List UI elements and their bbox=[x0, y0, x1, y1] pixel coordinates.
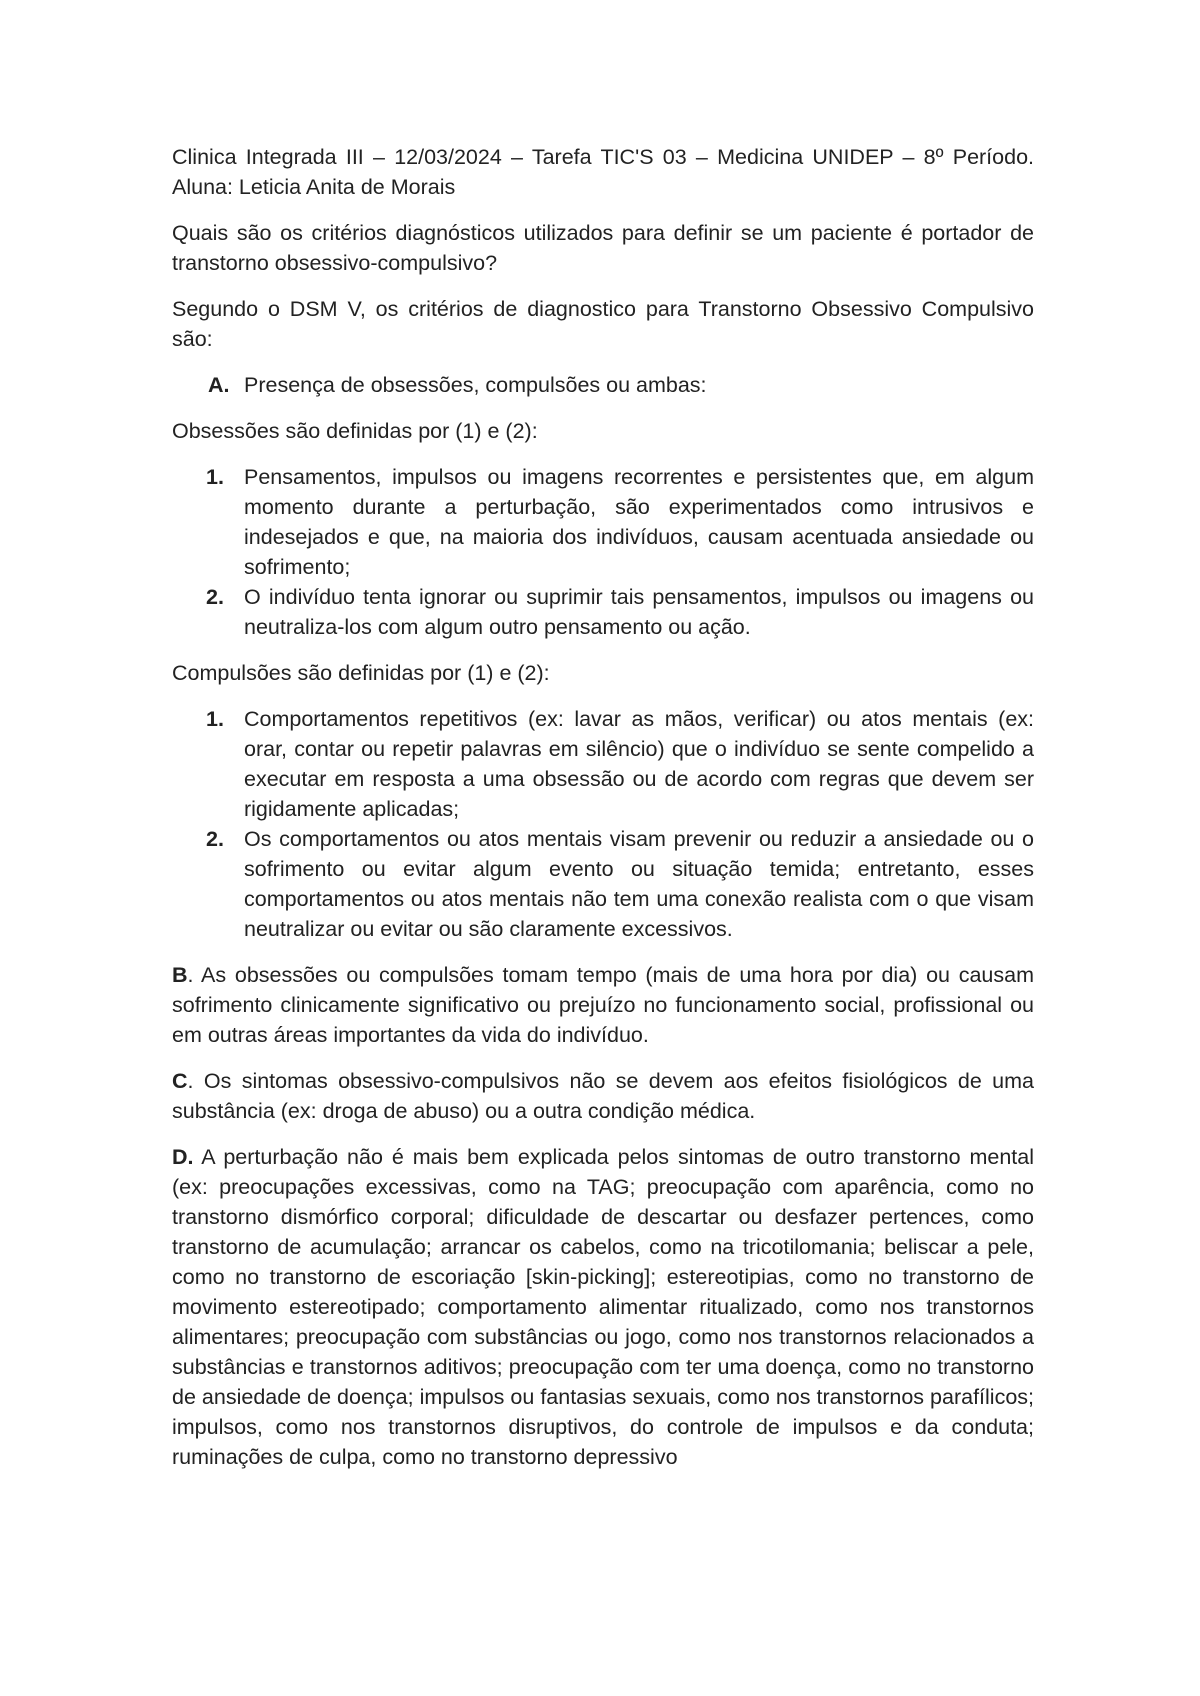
criterion-c-marker: C bbox=[172, 1069, 188, 1093]
intro-text: Segundo o DSM V, os critérios de diagnostico para Transtorno Obsessivo Compulsivo são: bbox=[172, 297, 1034, 351]
list-item-text: Comportamentos repetitivos (ex: lavar as mãos, verificar) ou atos mentais (ex: orar, contar ou repetir palavras em silêncio) que o indivíduo se sente compelido a executar em resposta a uma obsessão ou de acordo com regras que devem ser rigidamente aplicadas; bbox=[244, 707, 1034, 821]
list-item bbox=[172, 462, 1034, 582]
list-item-text: Os comportamentos ou atos mentais visam prevenir ou reduzir a ansiedade ou o sofrimento ou evitar algum evento ou situação temida; entretanto, esses comportamentos ou atos mentais não tem uma conexão realista com o que visam neutralizar ou evitar ou são claramente excessivos. bbox=[244, 827, 1034, 941]
obsessions-list bbox=[172, 462, 1034, 642]
criterion-a bbox=[172, 370, 1034, 400]
document-page bbox=[172, 142, 1034, 1488]
criterion-c bbox=[172, 1066, 1034, 1126]
list-item bbox=[172, 704, 1034, 824]
obsessions-heading: Obsessões são definidas por (1) e (2): bbox=[172, 419, 538, 443]
criterion-c-text: . Os sintomas obsessivo-compulsivos não se devem aos efeitos fisiológicos de uma substância (ex: droga de abuso) ou a outra condição médica. bbox=[172, 1069, 1034, 1123]
list-item-marker: 2. bbox=[206, 827, 224, 851]
criterion-b-text: . As obsessões ou compulsões tomam tempo (mais de uma hora por dia) ou causam sofrimento clinicamente significativo ou prejuízo no funcionamento social, profissional ou em outras áreas importantes da vida do indivíduo. bbox=[172, 963, 1034, 1047]
criterion-b bbox=[172, 960, 1034, 1050]
criterion-b-marker: B bbox=[172, 963, 188, 987]
criterion-d-marker: D. bbox=[172, 1145, 194, 1169]
document-header: Clinica Integrada III – 12/03/2024 – Tarefa TIC'S 03 – Medicina UNIDEP – 8º Período. Aluna: Leticia Anita de Morais bbox=[172, 145, 1034, 199]
compulsions-list bbox=[172, 704, 1034, 944]
question-text: Quais são os critérios diagnósticos utilizados para definir se um paciente é portador de transtorno obsessivo-compulsivo? bbox=[172, 221, 1034, 275]
compulsions-heading: Compulsões são definidas por (1) e (2): bbox=[172, 661, 550, 685]
list-item-marker: 2. bbox=[206, 585, 224, 609]
list-item-marker: 1. bbox=[206, 707, 224, 731]
criterion-d bbox=[172, 1142, 1034, 1472]
list-item-marker: 1. bbox=[206, 465, 224, 489]
list-item-text: Pensamentos, impulsos ou imagens recorrentes e persistentes que, em algum momento durante a perturbação, são experimentados como intrusivos e indesejados e que, na maioria dos indivíduos, causam acentuada ansiedade ou sofrimento; bbox=[244, 465, 1034, 579]
list-item-text: O indivíduo tenta ignorar ou suprimir tais pensamentos, impulsos ou imagens ou neutraliza-los com algum outro pensamento ou ação. bbox=[244, 585, 1034, 639]
list-item bbox=[172, 582, 1034, 642]
list-item bbox=[172, 824, 1034, 944]
criterion-a-text: Presença de obsessões, compulsões ou ambas: bbox=[244, 373, 707, 397]
criterion-a-marker: A. bbox=[208, 373, 230, 397]
criterion-a-list bbox=[172, 370, 1034, 400]
criterion-d-text: A perturbação não é mais bem explicada pelos sintomas de outro transtorno mental (ex: preocupações excessivas, como na TAG; preocupação com aparência, como no transtorno dismórfico corporal; dificuldade de descartar ou desfazer pertences, como transtorno de acumulação; arrancar os cabelos, como na tricotilomania; beliscar a pele, como no transtorno de escoriação [skin-picking]; estereotipias, como no transtorno de movimento estereotipado; comportamento alimentar ritualizado, como nos transtornos alimentares; preocupação com substâncias ou jogo, como nos transtornos relacionados a substâncias e transtornos aditivos; preocupação com ter uma doença, como no transtorno de ansiedade de doença; impulsos ou fantasias sexuais, como nos transtornos parafílicos; impulsos, como nos transtornos disruptivos, do controle de impulsos e da conduta; ruminações de culpa, como no transtorno depressivo bbox=[172, 1145, 1034, 1469]
